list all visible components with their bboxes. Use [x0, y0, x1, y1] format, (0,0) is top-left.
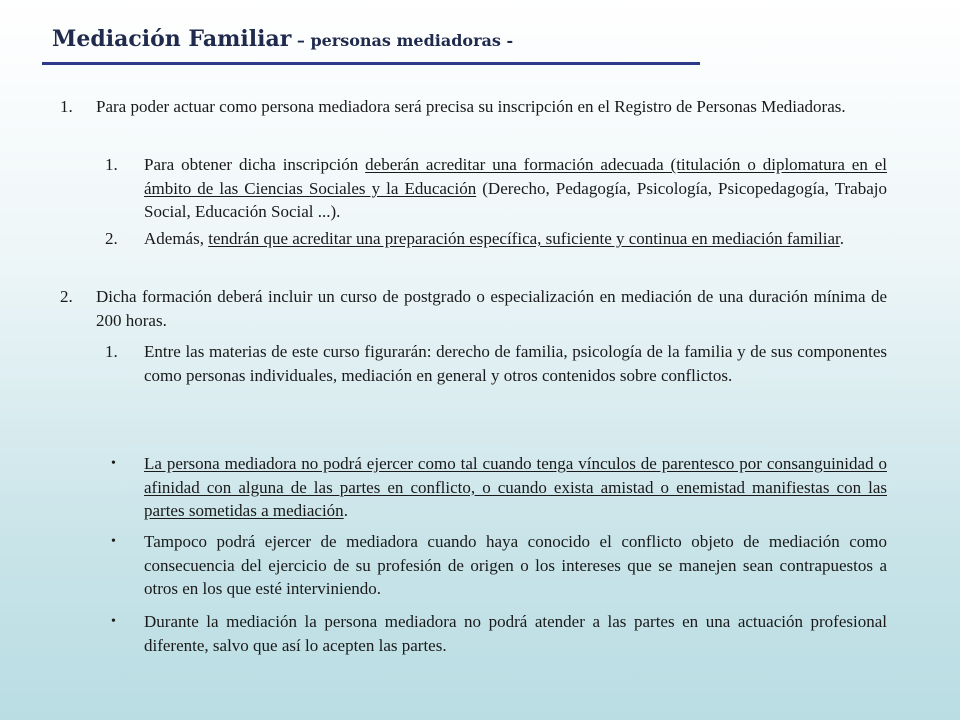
- list-item-2: [60, 285, 887, 332]
- list-item-1-1: [105, 153, 887, 224]
- text-plain: Además,: [144, 229, 209, 248]
- bullet-item-3: [111, 610, 887, 657]
- text-underlined: deberán acreditar una formación adecuada (titulación o diplomatura en el ámbito de las Ciencias Sociales y la Educación: [144, 155, 887, 198]
- bullet-marker: •: [111, 456, 116, 471]
- list-item-text: [144, 153, 887, 224]
- title-main: Mediación Familiar: [52, 26, 292, 52]
- bullet-item-text: Tampoco podrá ejercer de mediadora cuando haya conocido el conflicto objeto de mediación como consecuencia del ejercicio de su profesión de origen o los intereses que se manejen sean contrapuestos a otros en los que esté interviniendo.: [144, 532, 887, 598]
- title-underline-rule: [42, 62, 700, 65]
- list-marker: 2.: [60, 287, 73, 306]
- text-plain: .: [839, 229, 845, 248]
- list-item-1-2: [105, 227, 887, 251]
- text-plain: (Derecho, Pedagogía, Psicología, Psicopedagogía, Trabajo Social, Educación Social ...).: [144, 178, 887, 221]
- list-item-text: [144, 227, 887, 251]
- page-title: [52, 26, 513, 52]
- list-item-text: Dicha formación deberá incluir un curso de postgrado o especialización en mediación de una duración mínima de 200 horas.: [96, 287, 887, 330]
- list-item-1: [60, 95, 887, 119]
- list-marker: 1.: [60, 97, 73, 116]
- text-underlined: tendrán que acreditar una preparación específica, suficiente y continua en mediación familiar: [208, 229, 840, 248]
- bullet-item-text: Durante la mediación la persona mediadora no podrá atender a las partes en una actuación profesional diferente, salvo que así lo acepten las partes.: [144, 612, 887, 655]
- list-marker: 1.: [105, 342, 118, 361]
- list-item-2-1: [105, 340, 887, 387]
- text-plain: .: [343, 501, 348, 520]
- bullet-item-2: [111, 530, 887, 601]
- list-marker: 2.: [105, 229, 118, 248]
- bullet-marker: •: [111, 614, 116, 629]
- bullet-item-1: [111, 452, 887, 523]
- list-item-text: Entre las materias de este curso figurarán: derecho de familia, psicología de la familia y de sus componentes como personas individuales, mediación en general y otros contenidos sobre conflictos.: [144, 342, 887, 385]
- bullet-marker: •: [111, 534, 116, 549]
- list-item-text: Para poder actuar como persona mediadora será precisa su inscripción en el Registro de Personas Mediadoras.: [96, 97, 846, 116]
- bullet-item-text: [144, 452, 887, 523]
- text-underlined: La persona mediadora no podrá ejercer como tal cuando tenga vínculos de parentesco por consanguinidad o afinidad con alguna de las partes en conflicto, o cuando exista amistad o enemistad manifiestas con las partes sometidas a mediación: [144, 454, 887, 520]
- text-plain: Para obtener dicha inscripción: [144, 155, 366, 174]
- list-marker: 1.: [105, 155, 118, 174]
- title-subtitle: – personas mediadoras -: [291, 31, 514, 50]
